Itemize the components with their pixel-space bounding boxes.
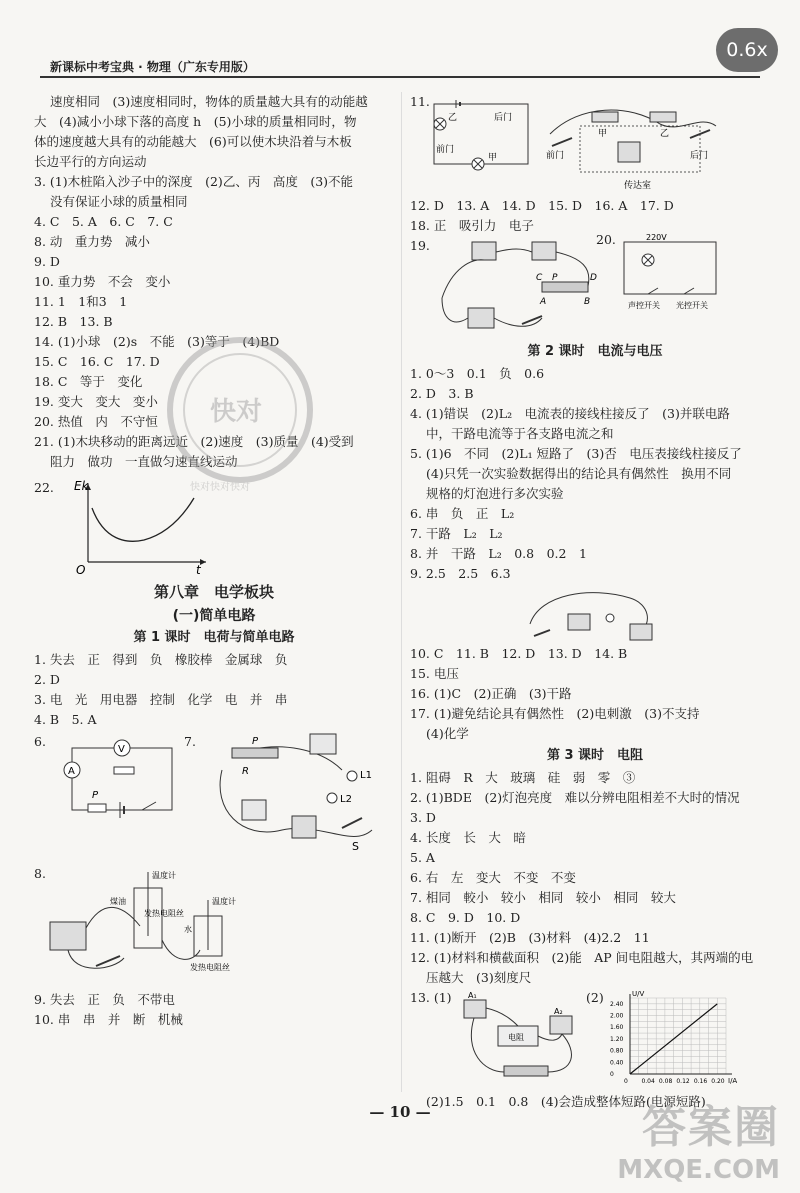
answer-line: 体的速度越大具有的动能越大 (6)可以使木块沿着与木板 xyxy=(34,134,352,149)
answer-line: 8. 并 干路 L₂ 0.8 0.2 1 xyxy=(410,546,587,561)
answer-line: 3. 电 光 用电器 控制 化学 电 并 串 xyxy=(34,692,288,707)
answer-line: 4. 长度 长 大 暗 xyxy=(410,830,526,845)
q8-number: 8. xyxy=(34,866,46,881)
answer-line: (4)化学 xyxy=(426,726,469,741)
y-tick-label: 0.40 xyxy=(610,1059,624,1067)
fig-6-7 xyxy=(34,730,394,862)
y-tick-label: 2.00 xyxy=(610,1012,624,1020)
site-watermark xyxy=(617,1091,780,1185)
left-column xyxy=(34,92,394,1030)
answer-line: 2. D 3. B xyxy=(410,386,474,401)
right-answers-c xyxy=(410,644,780,744)
answer-line: 6. 右 左 变大 不变 不变 xyxy=(410,870,576,885)
fig7-apparatus xyxy=(202,730,382,858)
q7-number: 7. xyxy=(184,734,196,749)
graph-ylabel: Ek xyxy=(74,479,89,493)
right-answers-a xyxy=(410,196,780,236)
answer-line: 9. 失去 正 负 不带电 xyxy=(34,992,175,1007)
fig19-apparatus xyxy=(432,238,602,338)
x-tick-label: 0.08 xyxy=(658,1078,673,1085)
stamp-watermark xyxy=(150,320,330,500)
page-number: — 10 — xyxy=(369,1103,431,1121)
fig19-label-a: A xyxy=(540,297,547,307)
answer-line: 9. D xyxy=(34,254,60,269)
q13-part2-number: (2) xyxy=(586,990,604,1005)
q13-block xyxy=(410,988,780,1092)
chapter-title: 第八章 电学板块 xyxy=(153,583,274,601)
zoom-badge[interactable]: 0.6x xyxy=(716,28,778,72)
right-column xyxy=(410,92,780,1112)
answer-line: 12. D 13. A 14. D 15. D 16. A 17. D xyxy=(410,198,674,213)
left-answers-c xyxy=(34,990,394,1030)
q13-number: 13. (1) xyxy=(410,990,452,1005)
slider-label: P xyxy=(92,790,99,801)
answer-line: 1. 0～3 0.1 负 0.6 xyxy=(410,366,545,381)
x-tick-label: 0 xyxy=(624,1078,628,1085)
answer-line: 4. B 5. A xyxy=(34,712,97,727)
answer-line: 15. C 16. C 17. D xyxy=(34,354,160,369)
fig11-app-frontdoor: 前门 xyxy=(546,151,565,161)
answer-line: 压越大 (3)刻度尺 xyxy=(426,970,532,985)
right-answers-d xyxy=(410,768,780,988)
watermark-main: 答案圈 xyxy=(642,1102,780,1153)
y-tick-label: 1.20 xyxy=(610,1035,624,1043)
graph-xlabel: t xyxy=(196,563,201,576)
q13-meter-a2: A₂ xyxy=(554,1007,563,1016)
answer-line: 5. A xyxy=(410,850,435,865)
fig-11 xyxy=(410,92,780,196)
answer-line: 20. 热值 内 不守恒 xyxy=(34,414,158,429)
fig-19-20 xyxy=(410,232,780,340)
answer-line: 8. C 9. D 10. D xyxy=(410,910,521,925)
column-divider xyxy=(401,92,402,1092)
q11-number: 11. xyxy=(410,94,430,109)
q22-number: 22. xyxy=(34,480,54,495)
answer-line: 21. (1)木块移动的距离远近 (2)速度 (3)质量 (4)受到 xyxy=(34,434,354,449)
ammeter-label: A xyxy=(68,766,75,777)
lesson-title: 第 3 课时 电阻 xyxy=(546,748,644,763)
stamp-text: 快对 xyxy=(210,397,263,427)
stamp-sub: 快对快对快对 xyxy=(190,482,250,493)
answer-line: 14. (1)小球 (2)s 不能 (3)等于 (4)BD xyxy=(34,334,280,349)
fig7-label-l1: L1 xyxy=(360,770,372,781)
fig8-label-thermometer-2: 温度计 xyxy=(212,897,236,906)
running-header: 新课标中考宝典 · 物理（广东专用版） xyxy=(50,60,255,74)
answer-line: 大 (4)减小小球下落的高度 h (5)小球的质量相同时，物 xyxy=(34,114,357,129)
lesson-title: 第 1 课时 电荷与简单电路 xyxy=(133,630,295,645)
fig11-label-jia: 甲 xyxy=(488,153,498,163)
fig19-label-b: B xyxy=(584,297,591,307)
y-tick-label: 0 xyxy=(610,1071,614,1078)
answer-line: 4. C 5. A 6. C 7. C xyxy=(34,214,173,229)
fig8-apparatus xyxy=(44,866,244,994)
fig7-label-p: P xyxy=(252,736,259,747)
answer-line: 18. C 等于 变化 xyxy=(34,374,143,389)
q13-apparatus xyxy=(454,992,584,1088)
fig11-app-jia: 甲 xyxy=(598,129,608,139)
answer-line: 2. (1)BDE (2)灯泡亮度 难以分辨电阻相差不大时的情况 xyxy=(410,790,740,805)
answer-line: 7. 干路 L₂ L₂ xyxy=(410,526,503,541)
answer-line: 19. 变大 变大 变小 xyxy=(34,394,158,409)
answer-line: 没有保证小球的质量相同 xyxy=(50,194,188,209)
q20-number: 20. xyxy=(596,232,616,247)
y-tick-label: 0.80 xyxy=(610,1047,624,1055)
x-tick-label: 0.20 xyxy=(711,1078,725,1085)
answer-line: 6. 串 负 正 L₂ xyxy=(410,506,515,521)
q19-number: 19. xyxy=(410,238,430,253)
answer-line: 3. D xyxy=(410,810,436,825)
section-title: (一)简单电路 xyxy=(172,608,256,624)
fig11-label-yi: 乙 xyxy=(448,113,458,123)
fig11-app-yi: 乙 xyxy=(660,129,670,139)
fig8-label-wire-1: 发热电阻丝 xyxy=(144,909,184,918)
y-tick-label: 2.40 xyxy=(610,1000,624,1008)
answer-line: 5. (1)6 不同 (2)L₁ 短路了 (3)否 电压表接线柱接反了 xyxy=(410,446,742,461)
answer-line: (4)只凭一次实验数据得出的结论具有偶然性 换用不同 xyxy=(426,466,732,481)
fig20-label-light-switch: 光控开关 xyxy=(676,301,708,310)
x-tick-label: 0.12 xyxy=(676,1078,690,1085)
fig11-apparatus xyxy=(540,94,720,194)
answer-line: 18. 正 吸引力 电子 xyxy=(410,218,534,233)
fig20-label-sound-switch: 声控开关 xyxy=(628,301,660,310)
answer-line: 16. (1)C (2)正确 (3)干路 xyxy=(410,686,572,701)
fig7-label-s: S xyxy=(352,840,359,853)
fig20-circuit xyxy=(618,232,722,312)
fig11-label-backdoor: 后门 xyxy=(494,113,513,123)
fig11-label-frontdoor: 前门 xyxy=(436,145,455,155)
x-axis-label: I/A xyxy=(728,1077,738,1085)
left-answers-b xyxy=(34,650,394,730)
fig11-circuit xyxy=(428,96,538,174)
answer-line: 12. (1)材料和横截面积 (2)能 AP 间电阻越大，其两端的电 xyxy=(410,950,754,965)
fig6-circuit xyxy=(62,736,182,826)
fig-8 xyxy=(34,862,394,990)
answer-line: (2)1.5 0.1 0.8 (4)会造成整体短路(电源短路) xyxy=(426,1094,706,1109)
answer-line: 12. B 13. B xyxy=(34,314,113,329)
right-answers-b xyxy=(410,364,780,584)
header-rule xyxy=(40,76,760,78)
answer-line: 10. 串 串 并 断 机械 xyxy=(34,1012,183,1027)
fig8-label-thermometer-1: 温度计 xyxy=(152,871,176,880)
answer-line: 7. 相同 較小 较小 相同 较小 相同 较大 xyxy=(410,890,676,905)
answer-line: 8. 动 重力势 减小 xyxy=(34,234,150,249)
q6-number: 6. xyxy=(34,734,46,749)
fig19-label-d: D xyxy=(590,273,597,283)
fig11-app-backdoor: 后门 xyxy=(690,151,709,161)
fig8-label-water: 水 xyxy=(184,925,192,934)
fig20-label-voltage: 220V xyxy=(646,233,667,242)
fig7-label-r: R xyxy=(242,766,249,777)
answer-line: 17. (1)避免结论具有偶然性 (2)电刺激 (3)不支持 xyxy=(410,706,700,721)
fig8-label-wire-2: 发热电阻丝 xyxy=(190,963,230,972)
fig8-label-kerosene: 煤油 xyxy=(110,897,126,906)
answer-line: 11. 1 1和3 1 xyxy=(34,294,128,309)
answer-line: 中，干路电流等于各支路电流之和 xyxy=(426,426,614,441)
q13-meter-a1: A₁ xyxy=(468,992,477,1000)
answer-line: 阻力 做功 一直做匀速直线运动 xyxy=(50,454,238,469)
fig19-label-p: P xyxy=(552,273,558,283)
x-tick-label: 0.16 xyxy=(693,1078,708,1085)
u-i-chart xyxy=(602,988,742,1092)
fig19-label-c: C xyxy=(536,273,543,283)
lesson-title: 第 2 课时 电流与电压 xyxy=(527,344,663,359)
y-tick-label: 1.60 xyxy=(610,1024,624,1032)
answer-line: 2. D xyxy=(34,672,60,687)
answer-line: 11. (1)断开 (2)B (3)材料 (4)2.2 11 xyxy=(410,930,650,945)
answer-line: 15. 电压 xyxy=(410,666,459,681)
answer-line: 长边平行的方向运动 xyxy=(34,154,147,169)
answer-line: 10. C 11. B 12. D 13. D 14. B xyxy=(410,646,628,661)
answer-line: 10. 重力势 不会 变小 xyxy=(34,274,171,289)
answer-line: 3. (1)木桩陷入沙子中的深度 (2)乙、丙 高度 (3)不能 xyxy=(34,174,354,189)
fig7-label-l2: L2 xyxy=(340,794,352,805)
q9-apparatus xyxy=(520,584,660,644)
graph-origin: O xyxy=(76,563,86,576)
fig11-app-room: 传达室 xyxy=(624,181,652,191)
voltmeter-label: V xyxy=(118,744,125,755)
q13-resistor-label: 电阻 xyxy=(508,1033,524,1042)
answer-line: 9. 2.5 2.5 6.3 xyxy=(410,566,511,581)
x-tick-label: 0.04 xyxy=(641,1078,655,1085)
answer-line: 速度相同 (3)速度相同时，物体的质量越大具有的动能越 xyxy=(50,94,368,109)
answer-line: 规格的灯泡进行多次实验 xyxy=(426,486,564,501)
y-axis-label: U/V xyxy=(632,990,645,998)
answer-line: 1. 阻碍 R 大 玻璃 硅 弱 零 ③ xyxy=(410,770,636,785)
watermark-site: MXQE.COM xyxy=(617,1155,780,1185)
answer-line: 4. (1)错误 (2)L₂ 电流表的接线柱接反了 (3)并联电路 xyxy=(410,406,730,421)
answer-line: 1. 失去 正 得到 负 橡胶棒 金属球 负 xyxy=(34,652,288,667)
